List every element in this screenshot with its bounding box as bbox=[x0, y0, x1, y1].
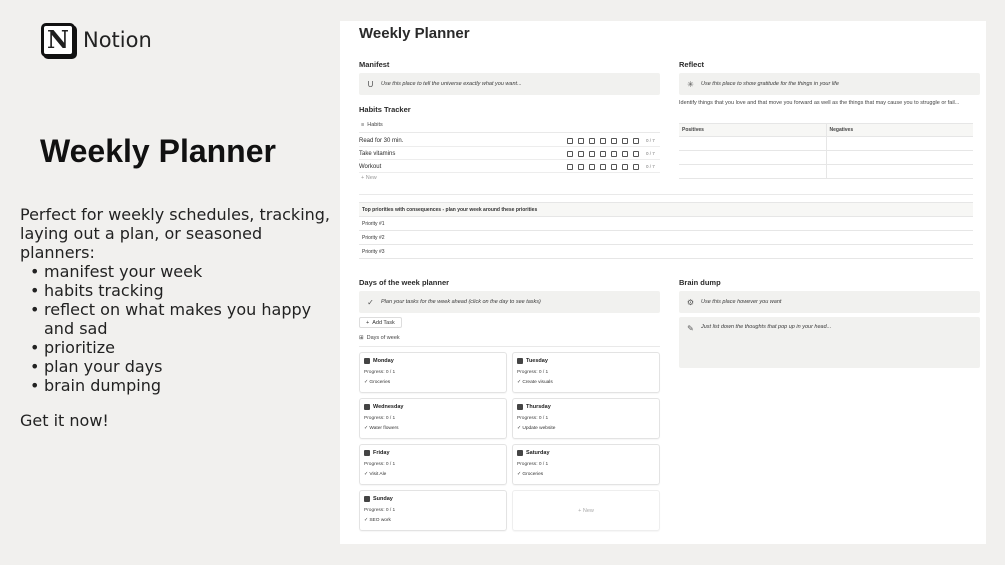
day-card[interactable] bbox=[512, 398, 660, 439]
day-card[interactable] bbox=[359, 398, 507, 439]
pencil-icon: ✎ bbox=[687, 324, 694, 333]
day-task: Groceries bbox=[522, 472, 544, 477]
notion-page-screenshot bbox=[340, 21, 986, 544]
day-checkbox[interactable] bbox=[567, 164, 573, 170]
divider bbox=[359, 346, 660, 347]
priorities-table bbox=[359, 202, 973, 259]
brain-dump-note[interactable] bbox=[679, 317, 980, 368]
habits-heading: Habits Tracker bbox=[359, 105, 411, 114]
habit-count: 0 / 7 bbox=[646, 164, 655, 169]
day-checkbox[interactable] bbox=[622, 138, 628, 144]
day-checkbox[interactable] bbox=[633, 138, 639, 144]
table-row[interactable] bbox=[679, 165, 973, 179]
day-task: Groceries bbox=[369, 380, 391, 385]
calendar-icon bbox=[364, 496, 370, 502]
habit-row[interactable] bbox=[359, 161, 660, 173]
reflect-callout-text: Use this place to show gratitude for the things in your life bbox=[701, 81, 839, 87]
brain-dump-callout-text: Use this place however you want bbox=[701, 299, 782, 305]
table-cell[interactable] bbox=[679, 151, 827, 164]
calendar-icon bbox=[517, 404, 523, 410]
calendar-icon bbox=[517, 358, 523, 364]
day-task: Create visuals bbox=[522, 380, 553, 385]
day-checkbox[interactable] bbox=[589, 164, 595, 170]
check-icon: ✓ bbox=[364, 518, 370, 523]
divider bbox=[359, 194, 973, 195]
table-cell[interactable] bbox=[827, 165, 974, 178]
feature-item: • habits tracking bbox=[28, 281, 328, 300]
day-checkbox[interactable] bbox=[611, 138, 617, 144]
day-checkbox[interactable] bbox=[622, 164, 628, 170]
calendar-icon bbox=[364, 358, 370, 364]
day-progress: Progress: 0 / 1 bbox=[517, 370, 549, 375]
list-icon: ≡ bbox=[361, 122, 365, 128]
table-cell[interactable] bbox=[679, 165, 827, 178]
table-cell[interactable] bbox=[827, 151, 974, 164]
habit-name: Take vitamins bbox=[359, 150, 396, 157]
day-progress: Progress: 0 / 1 bbox=[517, 462, 549, 467]
habit-checkboxes bbox=[567, 151, 639, 157]
reflect-description: Identify things that you love and that move you forward as well as the things that may cause you to struggle or fail... bbox=[679, 100, 960, 106]
day-checkbox[interactable] bbox=[567, 151, 573, 157]
priority-row[interactable]: Priority #3 bbox=[359, 245, 973, 259]
days-heading: Days of the week planner bbox=[359, 278, 450, 287]
day-checkbox[interactable] bbox=[633, 164, 639, 170]
check-icon: ✓ bbox=[364, 472, 370, 477]
day-card[interactable] bbox=[359, 444, 507, 485]
day-progress: Progress: 0 / 1 bbox=[364, 508, 396, 513]
brain-dump-callout[interactable] bbox=[679, 291, 980, 313]
brand bbox=[41, 23, 152, 57]
priority-row[interactable]: Priority #2 bbox=[359, 231, 973, 245]
day-progress: Progress: 0 / 1 bbox=[364, 462, 396, 467]
habit-row[interactable] bbox=[359, 148, 660, 160]
negatives-header: Negatives bbox=[829, 127, 854, 133]
day-task: Water flowers bbox=[369, 426, 399, 431]
feature-item: • plan your days bbox=[28, 357, 328, 376]
habits-view-label: Habits bbox=[367, 122, 383, 128]
day-checkbox[interactable] bbox=[611, 164, 617, 170]
habit-row[interactable] bbox=[359, 135, 660, 147]
reflect-heading: Reflect bbox=[679, 60, 705, 69]
days-callout-text: Plan your tasks for the week ahead (click on the day to see tasks) bbox=[381, 299, 541, 305]
day-task: Visit Ale bbox=[369, 472, 387, 477]
habit-checkboxes bbox=[567, 138, 639, 144]
promo-title: Weekly Planner bbox=[40, 133, 276, 169]
day-checkbox[interactable] bbox=[578, 151, 584, 157]
day-progress: Progress: 0 / 1 bbox=[364, 370, 396, 375]
day-progress: Progress: 0 / 1 bbox=[517, 416, 549, 421]
table-header bbox=[679, 124, 973, 137]
days-callout[interactable] bbox=[359, 291, 660, 313]
day-checkbox[interactable] bbox=[622, 151, 628, 157]
table-row[interactable] bbox=[679, 137, 973, 151]
add-task-button[interactable] bbox=[359, 317, 402, 328]
day-name: Tuesday bbox=[526, 358, 548, 364]
day-checkbox[interactable] bbox=[567, 138, 573, 144]
promo-feature-list bbox=[28, 262, 328, 395]
day-card[interactable] bbox=[512, 444, 660, 485]
reflect-table bbox=[679, 123, 973, 179]
gallery-icon: ⊞ bbox=[359, 335, 364, 341]
day-name: Sunday bbox=[373, 496, 393, 502]
check-icon: ✓ bbox=[517, 380, 523, 385]
habit-name: Read for 30 min. bbox=[359, 137, 404, 144]
manifest-callout-text: Use this place to tell the universe exactly what you want... bbox=[381, 81, 522, 87]
day-card[interactable] bbox=[359, 352, 507, 393]
days-view-label: Days of week bbox=[366, 335, 400, 341]
day-checkbox[interactable] bbox=[600, 138, 606, 144]
day-name: Thursday bbox=[526, 404, 551, 410]
day-progress: Progress: 0 / 1 bbox=[364, 416, 396, 421]
notion-logo-icon: N bbox=[41, 23, 75, 57]
day-name: Friday bbox=[373, 450, 390, 456]
feature-item: • prioritize bbox=[28, 338, 328, 357]
priority-row[interactable]: Priority #1 bbox=[359, 217, 973, 231]
habits-new-button[interactable]: + New bbox=[361, 175, 377, 181]
feature-item: • manifest your week bbox=[28, 262, 328, 281]
day-task: SEO work bbox=[369, 518, 391, 523]
check-icon: ✓ bbox=[364, 426, 370, 431]
promo-intro: Perfect for weekly schedules, tracking, laying out a plan, or seasoned planners: bbox=[20, 205, 331, 262]
day-name: Wednesday bbox=[373, 404, 404, 410]
priorities-header: Top priorities with consequences - plan your week around these priorities bbox=[359, 203, 973, 217]
magnet-icon: U bbox=[367, 79, 374, 89]
reflect-callout[interactable] bbox=[679, 73, 980, 95]
day-name: Saturday bbox=[526, 450, 550, 456]
positives-header: Positives bbox=[679, 124, 827, 136]
day-card[interactable] bbox=[359, 490, 507, 531]
brand-name: Notion bbox=[83, 28, 152, 52]
table-row[interactable] bbox=[679, 151, 973, 165]
day-card[interactable] bbox=[512, 352, 660, 393]
feature-item: • reflect on what makes you happy and sad bbox=[28, 300, 328, 338]
brain-dump-note-text: Just list down the thoughts that pop up in your head... bbox=[701, 324, 832, 330]
day-name: Monday bbox=[373, 358, 394, 364]
day-checkbox[interactable] bbox=[600, 164, 606, 170]
day-checkbox[interactable] bbox=[633, 151, 639, 157]
manifest-callout[interactable] bbox=[359, 73, 660, 95]
habits-view-tab[interactable] bbox=[361, 122, 383, 128]
calendar-icon bbox=[364, 404, 370, 410]
promo-cta[interactable]: Get it now! bbox=[20, 411, 109, 430]
page-title: Weekly Planner bbox=[359, 25, 470, 42]
day-checkbox[interactable] bbox=[589, 151, 595, 157]
table-cell[interactable] bbox=[679, 137, 827, 150]
new-day-card-button[interactable]: + New bbox=[512, 490, 660, 531]
divider bbox=[359, 132, 660, 133]
gear-icon: ⚙ bbox=[686, 297, 695, 307]
habit-count: 0 / 7 bbox=[646, 138, 655, 143]
check-icon: ✓ bbox=[517, 472, 523, 477]
check-icon: ✓ bbox=[367, 297, 374, 307]
calendar-icon bbox=[517, 450, 523, 456]
day-checkbox[interactable] bbox=[600, 151, 606, 157]
manifest-heading: Manifest bbox=[359, 60, 390, 69]
day-checkbox[interactable] bbox=[611, 151, 617, 157]
check-icon: ✓ bbox=[517, 426, 523, 431]
habit-checkboxes bbox=[567, 164, 639, 170]
plus-icon: + bbox=[366, 319, 370, 326]
sparkle-icon: ✳ bbox=[687, 79, 694, 89]
day-checkbox[interactable] bbox=[589, 138, 595, 144]
habit-name: Workout bbox=[359, 163, 382, 170]
day-task: Update website bbox=[522, 426, 556, 431]
feature-item: • brain dumping bbox=[28, 376, 328, 395]
habit-count: 0 / 7 bbox=[646, 151, 655, 156]
days-view-tab[interactable] bbox=[359, 335, 400, 341]
add-task-label: Add Task bbox=[372, 319, 395, 326]
check-icon: ✓ bbox=[364, 380, 370, 385]
day-checkbox[interactable] bbox=[578, 138, 584, 144]
calendar-icon bbox=[364, 450, 370, 456]
brain-dump-heading: Brain dump bbox=[679, 278, 721, 287]
day-checkbox[interactable] bbox=[578, 164, 584, 170]
table-cell[interactable] bbox=[827, 137, 974, 150]
